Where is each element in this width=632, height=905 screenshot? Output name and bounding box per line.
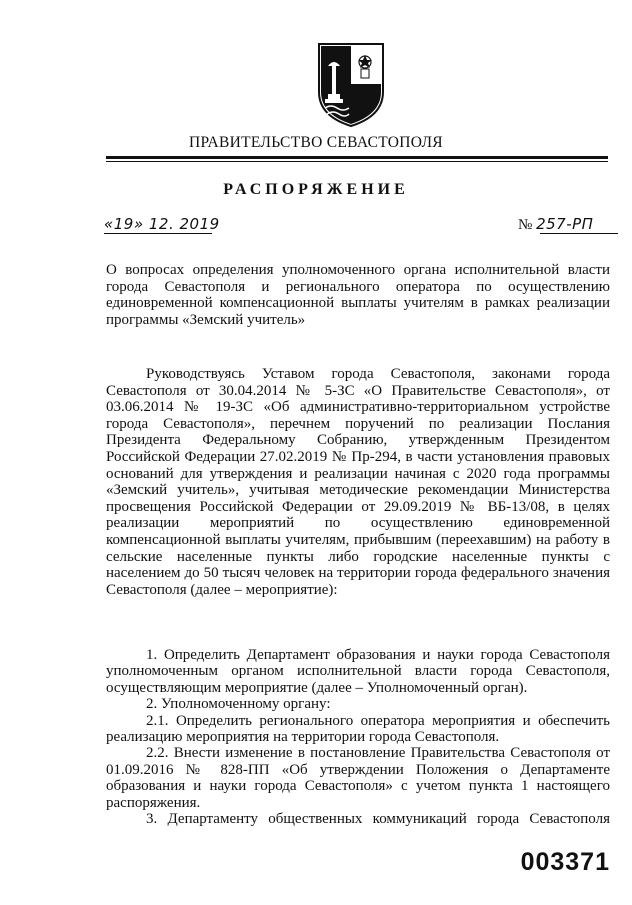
preamble-paragraph: Руководствуясь Уставом города Севастополя, законами города Севастополя от 30.04.2014 № 5-ЗС «О Правительстве Севастополя», от 03.06.2014 № 19-ЗС «Об административно-территориальном устройстве города Севастополя», перечнем поручений по реализации Послания Президента Федеральному Собранию, утвержденным Президентом Российской Федерации 27.02.2019 № Пр-294, в части установления правовых оснований для утверждения и реализации начиная с 2020 года программы «Земский учитель», учитывая методические рекомендации Министерства просвещения Российской Федерации от 29.09.2019 № ВБ-13/08, в целях реализации мероприятий по осуществлению единовременной компенсационной выплаты учителям, прибывшим (переехавшим) на работу в сельские населенные пункты либо городские населенные пункты с населением до 50 тысяч человек на территории города федерального значения Севастополя (далее – мероприятие): <box>106 366 610 598</box>
point-2-1: 2.1. Определить регионального оператора мероприятия и обеспечить реализацию мероприятия на территории города Севастополя. <box>106 712 610 746</box>
coat-of-arms-icon <box>315 40 387 130</box>
date-value: «19» 12. 2019 <box>104 215 220 233</box>
header-rule-thin <box>106 161 608 162</box>
point-1: 1. Определить Департамент образования и науки города Севастополя уполномоченным органом исполнительной власти города Севастополя, осуществляющим мероприятие (далее – Уполномоченный орган). <box>106 647 610 696</box>
point-3: 3. Департаменту общественных коммуникаций города Севастополя <box>146 811 610 828</box>
point-2: 2. Уполномоченному органу: <box>146 696 331 713</box>
document-subject: О вопросах определения уполномоченного органа исполнительной власти города Севастополя и регионального оператора по осуществлению единовременной компенсационной выплаты учителям в рамках реализации программы «Земский учитель» <box>106 262 610 328</box>
date-field <box>104 215 220 234</box>
serial-number: 003371 <box>520 848 610 876</box>
number-underline <box>540 233 618 234</box>
number-field <box>518 215 593 234</box>
resolution-points <box>106 647 610 827</box>
government-title: ПРАВИТЕЛЬСТВО СЕВАСТОПОЛЯ <box>189 134 443 151</box>
date-underline <box>104 233 212 234</box>
header-rule-thick <box>106 156 608 159</box>
number-prefix: № <box>518 217 533 233</box>
point-2-2: 2.2. Внести изменение в постановление Правительства Севастополя от 01.09.2016 № 828-ПП «Об утверждении Положения о Департаменте образования и науки города Севастополя» с учетом пункта 1 настоящего распоряжения. <box>106 745 610 811</box>
number-value: 257-РП <box>536 215 594 233</box>
document-type: РАСПОРЯЖЕНИЕ <box>223 181 409 198</box>
